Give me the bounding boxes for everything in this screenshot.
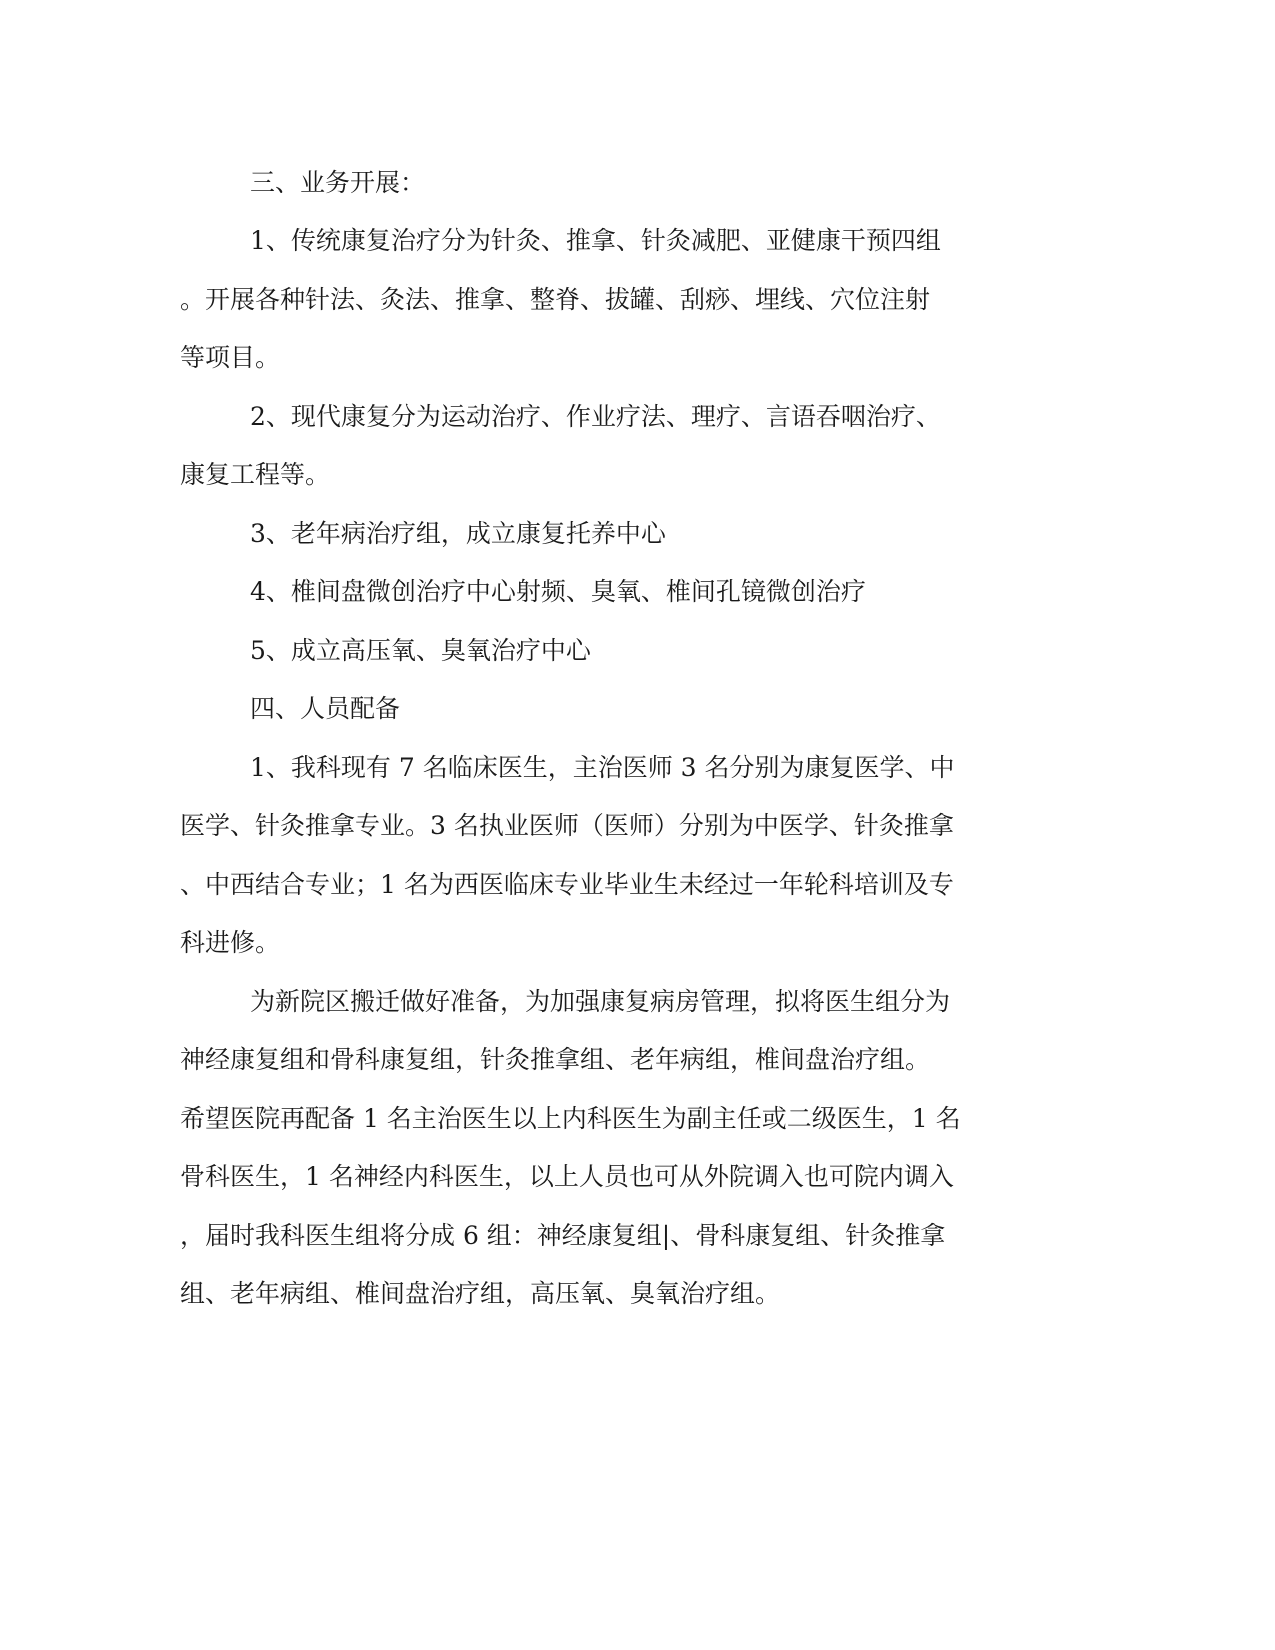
paragraph-line: 。开展各种针法、灸法、推拿、整脊、拔罐、刮痧、埋线、穴位注射 bbox=[180, 285, 931, 314]
section-heading-staffing: 四、人员配备 bbox=[250, 694, 401, 723]
paragraph-line: 2、现代康复分为运动治疗、作业疗法、理疗、言语吞咽治疗、 bbox=[250, 402, 941, 431]
paragraph-line: 、中西结合专业；1 名为西医临床专业毕业生未经过一年轮科培训及专 bbox=[180, 870, 954, 899]
paragraph-line: 神经康复组和骨科康复组，针灸推拿组、老年病组，椎间盘治疗组。 bbox=[180, 1045, 931, 1074]
paragraph-line: 5、成立高压氧、臭氧治疗中心 bbox=[250, 636, 591, 665]
paragraph-line: 3、老年病治疗组，成立康复托养中心 bbox=[250, 519, 666, 548]
paragraph-line: 希望医院再配备 1 名主治医生以上内科医生为副主任或二级医生，1 名 bbox=[180, 1104, 961, 1133]
paragraph-line: ，届时我科医生组将分成 6 组：神经康复组|、骨科康复组、针灸推拿 bbox=[180, 1221, 946, 1250]
paragraph-line: 骨科医生，1 名神经内科医生，以上人员也可从外院调入也可院内调入 bbox=[180, 1162, 954, 1191]
paragraph-line: 1、我科现有 7 名临床医生，主治医师 3 名分别为康复医学、中 bbox=[250, 753, 955, 782]
paragraph-line: 4、椎间盘微创治疗中心射频、臭氧、椎间孔镜微创治疗 bbox=[250, 577, 866, 606]
paragraph-line: 医学、针灸推拿专业。3 名执业医师（医师）分别为中医学、针灸推拿 bbox=[180, 811, 954, 840]
paragraph-line: 科进修。 bbox=[180, 928, 281, 957]
section-heading-business: 三、业务开展： bbox=[250, 168, 426, 197]
paragraph-line: 1、传统康复治疗分为针灸、推拿、针灸减肥、亚健康干预四组 bbox=[250, 226, 941, 255]
paragraph-line: 等项目。 bbox=[180, 343, 281, 372]
paragraph-line: 为新院区搬迁做好准备，为加强康复病房管理，拟将医生组分为 bbox=[250, 987, 951, 1016]
paragraph-line: 康复工程等。 bbox=[180, 460, 331, 489]
paragraph-line: 组、老年病组、椎间盘治疗组，高压氧、臭氧治疗组。 bbox=[180, 1279, 781, 1308]
